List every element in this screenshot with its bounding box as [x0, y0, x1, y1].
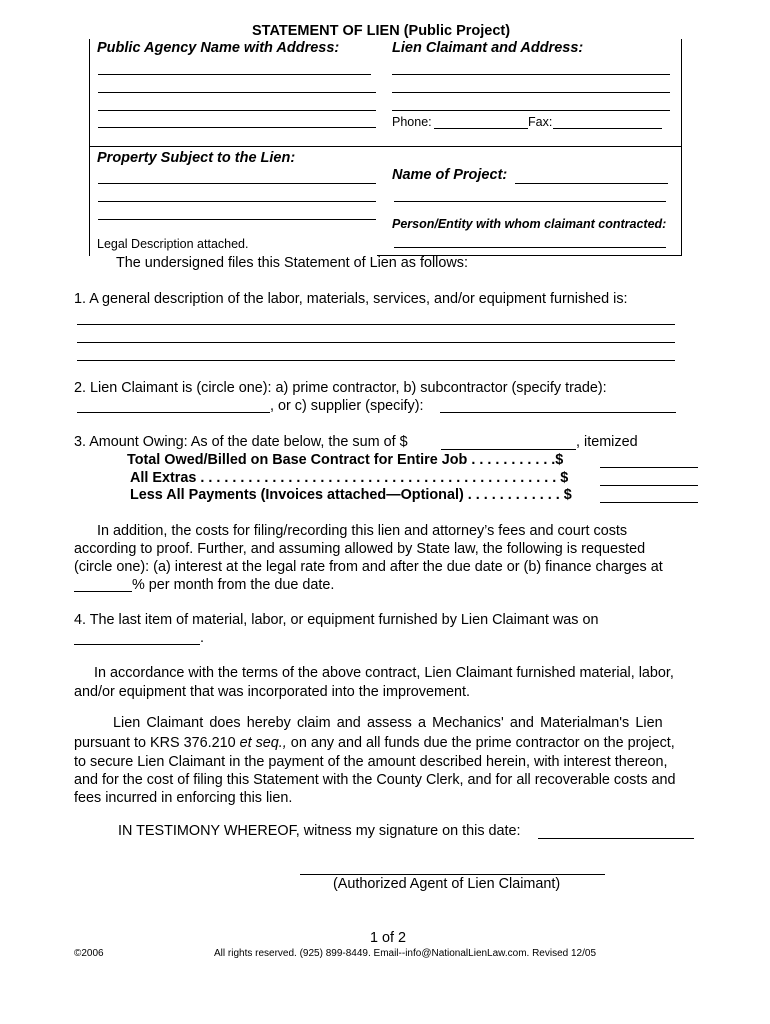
accordance-line-1: In accordance with the terms of the above contract, Lien Claimant furnished material, labor, — [94, 665, 674, 681]
fax-field[interactable] — [553, 128, 662, 129]
claimant-line[interactable] — [392, 110, 670, 111]
page-number: 1 of 2 — [370, 930, 407, 946]
claim-line-1: Lien Claimant does hereby claim and assess a Mechanics' and Materialman's Lien — [113, 715, 663, 731]
signature-line[interactable] — [300, 874, 605, 875]
extras-amount[interactable] — [600, 485, 698, 486]
payments-amount[interactable] — [600, 502, 698, 503]
claim-line-2b: on any and all funds due the prime contractor on the project, — [286, 735, 675, 751]
claimant-line[interactable] — [392, 92, 670, 93]
item-3-suffix: , itemized — [576, 434, 638, 450]
property-line[interactable] — [98, 201, 376, 202]
project-line[interactable] — [394, 201, 666, 202]
agency-label: Public Agency Name with Address: — [97, 40, 340, 56]
accordance-line-2: and/or equipment that was incorporated into the improvement. — [74, 684, 470, 700]
agency-line[interactable] — [98, 110, 376, 111]
base-contract-amount[interactable] — [600, 467, 698, 468]
legal-description-note: Legal Description attached. — [97, 237, 249, 251]
fax-label: Fax: — [528, 115, 553, 129]
claim-line-2 — [74, 735, 675, 751]
claim-line-2a: pursuant to KRS 376.210 — [74, 735, 240, 751]
claim-line-4: and for the cost of filing this Statement with the County Clerk, and for all recoverable costs and — [74, 772, 676, 788]
testimony-text: IN TESTIMONY WHEREOF, witness my signature on this date: — [118, 823, 521, 839]
agency-line[interactable] — [98, 74, 371, 75]
row-payments: Less All Payments (Invoices attached—Optional) . . . . . . . . . . . . $ — [130, 487, 572, 503]
intro-text: The undersigned files this Statement of Lien as follows: — [116, 255, 468, 271]
agency-line[interactable] — [98, 127, 376, 128]
row-base-contract: Total Owed/Billed on Base Contract for Entire Job . . . . . . . . . . .$ — [127, 452, 564, 468]
finance-rate-field[interactable] — [74, 591, 132, 592]
supplier-field[interactable] — [440, 412, 676, 413]
project-field[interactable] — [515, 183, 668, 184]
footer-text: All rights reserved. (925) 899-8449. Email--info@NationalLienLaw.com. Revised 12/05 — [214, 948, 597, 959]
item-2-supplier-text: , or c) supplier (specify): — [270, 398, 424, 414]
item-2-text: 2. Lien Claimant is (circle one): a) prime contractor, b) subcontractor (specify trade): — [74, 380, 607, 396]
addition-line-4: % per month from the due date. — [132, 577, 335, 593]
property-label: Property Subject to the Lien: — [97, 150, 296, 166]
property-line[interactable] — [98, 183, 376, 184]
et-seq: et seq., — [239, 735, 287, 751]
addition-line-3: (circle one): (a) interest at the legal rate from and after the due date or (b) finance charges at — [74, 559, 663, 575]
amount-field[interactable] — [441, 449, 576, 450]
item-4-text: 4. The last item of material, labor, or equipment furnished by Lien Claimant was on — [74, 612, 599, 628]
contracted-label: Person/Entity with whom claimant contracted: — [392, 217, 667, 231]
project-label: Name of Project: — [392, 167, 508, 183]
claim-line-3: to secure Lien Claimant in the payment of the amount described herein, with interest thereon, — [74, 754, 668, 770]
last-date-field[interactable] — [74, 644, 200, 645]
copyright: ©2006 — [74, 948, 104, 959]
description-line[interactable] — [77, 324, 675, 325]
property-line[interactable] — [98, 219, 376, 220]
addition-line-1: In addition, the costs for filing/recording this lien and attorney’s fees and court costs — [97, 523, 628, 539]
description-line[interactable] — [77, 360, 675, 361]
signature-date-field[interactable] — [538, 838, 694, 839]
box-divider — [89, 146, 681, 147]
item-4-period: . — [200, 630, 204, 646]
contracted-field[interactable] — [394, 247, 666, 248]
row-extras: All Extras . . . . . . . . . . . . . . . . . . . . . . . . . . . . . . . . . . . . . . . . . . . . . $ — [130, 470, 569, 486]
addition-line-2: according to proof. Further, and assuming allowed by State law, the following is requested — [74, 541, 646, 557]
item-1-text: 1. A general description of the labor, materials, services, and/or equipment furnished is: — [74, 291, 628, 307]
item-3-text: 3. Amount Owing: As of the date below, the sum of $ — [74, 434, 408, 450]
document-title: STATEMENT OF LIEN (Public Project) — [252, 23, 511, 39]
description-line[interactable] — [77, 342, 675, 343]
signature-caption: (Authorized Agent of Lien Claimant) — [333, 876, 561, 892]
phone-field[interactable] — [434, 128, 528, 129]
agency-line[interactable] — [98, 92, 376, 93]
claimant-line[interactable] — [392, 74, 670, 75]
claimant-label: Lien Claimant and Address: — [392, 40, 584, 56]
claim-line-5: fees incurred in enforcing this lien. — [74, 790, 293, 806]
phone-label: Phone: — [392, 115, 432, 129]
trade-field[interactable] — [77, 412, 270, 413]
